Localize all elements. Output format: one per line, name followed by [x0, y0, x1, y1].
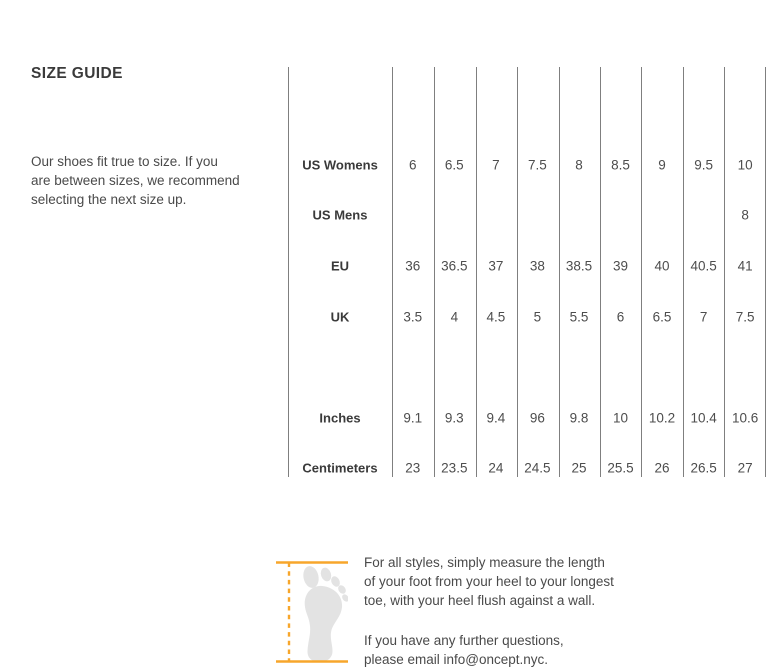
row-label: US Mens: [312, 207, 368, 223]
size-value-cell: 9.3: [444, 410, 464, 426]
size-value-cell: 3.5: [403, 309, 423, 325]
size-value-cell: 7: [699, 309, 708, 325]
intro-line: selecting the next size up.: [31, 192, 187, 207]
size-value-cell: 27: [737, 460, 753, 476]
table-row: [288, 259, 766, 274]
size-value-cell: 8.5: [611, 157, 630, 173]
size-value-cell: 10.2: [648, 410, 676, 426]
table-row: [288, 208, 766, 223]
row-label: EU: [330, 258, 350, 274]
size-value-cell: 9.5: [694, 157, 713, 173]
size-value-cell: 9.4: [486, 410, 506, 426]
intro-line: Our shoes fit true to size. If you: [31, 154, 218, 169]
contact-line: If you have any further questions,: [364, 633, 564, 648]
size-value-cell: 6.5: [444, 157, 464, 173]
size-value-cell: 38: [529, 258, 545, 274]
size-value-cell: 10: [612, 410, 629, 426]
foot-measurement-icon: [276, 561, 348, 663]
size-value-cell: 37: [488, 258, 504, 274]
size-value-cell: 23.5: [441, 460, 468, 476]
table-row: [288, 461, 766, 476]
size-value-cell: 40.5: [690, 258, 717, 274]
size-value-cell: 10.6: [732, 410, 759, 426]
intro-text: [31, 152, 240, 209]
size-value-cell: 10.4: [690, 410, 717, 426]
size-value-cell: 9.8: [569, 410, 589, 426]
size-value-cell: 39: [612, 258, 629, 274]
size-value-cell: 26.5: [690, 460, 717, 476]
size-value-cell: 25: [571, 460, 587, 476]
table-row: [288, 411, 766, 426]
size-value-cell: 7.5: [528, 157, 547, 173]
instruction-line: toe, with your heel flush against a wall.: [364, 593, 596, 608]
measuring-instructions: [364, 553, 614, 669]
contact-paragraph: [364, 631, 614, 669]
size-value-cell: 8: [575, 157, 583, 173]
page-title: SIZE GUIDE: [31, 65, 123, 82]
size-guide-table: [288, 67, 766, 477]
instruction-line: of your foot from your heel to your longest: [364, 574, 614, 589]
size-value-cell: 10: [737, 157, 753, 173]
contact-email-line: please email info@oncept.nyc.: [364, 652, 549, 667]
size-value-cell: 9: [658, 157, 666, 173]
row-label: Inches: [319, 410, 361, 426]
intro-line: are between sizes, we recommend: [31, 173, 240, 188]
size-value-cell: 26: [654, 460, 670, 476]
size-value-cell: 7: [492, 157, 500, 173]
table-row: [288, 310, 766, 325]
size-value-cell: 96: [529, 410, 545, 426]
size-value-cell: 25.5: [607, 460, 634, 476]
size-value-cell: 24.5: [524, 460, 551, 476]
size-value-cell: 6: [616, 309, 625, 325]
size-value-cell: 36: [405, 258, 421, 274]
size-value-cell: 41: [737, 258, 753, 274]
row-label: UK: [330, 309, 350, 325]
size-value-cell: 7.5: [735, 309, 755, 325]
size-value-cell: 40: [654, 258, 670, 274]
row-label: Centimeters: [302, 460, 378, 476]
instruction-line: For all styles, simply measure the length: [364, 555, 605, 570]
size-value-cell: 5.5: [569, 309, 589, 325]
size-value-cell: 5: [533, 309, 542, 325]
size-value-cell: 6: [409, 157, 417, 173]
size-value-cell: 4: [450, 309, 459, 325]
size-value-cell: 6.5: [652, 309, 672, 325]
footprint-shape: [301, 565, 348, 662]
size-value-cell: 9.1: [403, 410, 423, 426]
size-value-cell: 4.5: [486, 309, 506, 325]
row-label: US Womens: [302, 157, 378, 173]
size-value-cell: 38.5: [565, 258, 593, 274]
size-value-cell: 8: [741, 207, 749, 223]
size-value-cell: 23: [405, 460, 421, 476]
size-value-cell: 36.5: [441, 258, 468, 274]
measure-instructions-paragraph: [364, 553, 614, 610]
size-value-cell: 24: [488, 460, 504, 476]
table-row: [288, 158, 766, 173]
